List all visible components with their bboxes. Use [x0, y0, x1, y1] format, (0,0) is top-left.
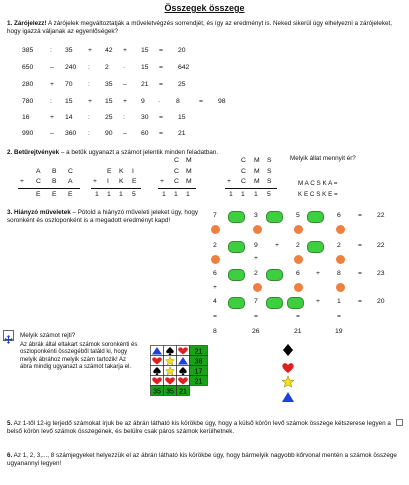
- eq-op: =: [159, 81, 163, 88]
- eq-term: 15: [141, 64, 149, 71]
- blank-dot[interactable]: [294, 255, 303, 264]
- col-result: 26: [252, 328, 260, 335]
- blank-dot[interactable]: [211, 225, 220, 234]
- grid-number: 8: [337, 270, 341, 277]
- puzzle-letter: M: [186, 178, 192, 185]
- puzzle-letter: S: [267, 178, 272, 185]
- given-op: +: [316, 270, 320, 277]
- puzzle-result: 1: [119, 191, 123, 198]
- eq-op: =: [159, 130, 163, 137]
- eq-term: 35: [65, 47, 73, 54]
- grid-number: 2: [337, 242, 341, 249]
- blank-oval[interactable]: [307, 241, 324, 253]
- blank-oval[interactable]: [228, 211, 245, 223]
- eq-term: 8: [176, 98, 180, 105]
- puzzle-result: 1: [186, 191, 190, 198]
- eq-op: –: [123, 130, 127, 137]
- puzzle-letter: C: [241, 178, 246, 185]
- grid-number: 6: [213, 270, 217, 277]
- task-3-number: 3.: [7, 209, 13, 216]
- task-4-title: Melyik számot rejti?: [20, 332, 76, 339]
- puzzle-result: 1: [229, 191, 233, 198]
- equals-sign: =: [337, 313, 341, 320]
- eq-term: 280: [22, 81, 34, 88]
- grid-number: 6: [296, 270, 300, 277]
- task-1-lead: Zárójelezz!: [14, 20, 47, 27]
- grid-number: 1: [337, 298, 341, 305]
- eq-op: +: [50, 81, 54, 88]
- answer-macska: M A C S K A =: [298, 180, 338, 187]
- triangle-icon: [282, 392, 294, 402]
- row-sum: 21: [194, 378, 203, 386]
- puzzle-letter: E: [107, 168, 112, 175]
- task-1-description: A zárójelek megváltoztatják a műveletvégzés sorrendjét, és így az eredményt is. Neked sikerül úgy elhelyezni a zárójeleket, hogy igazzá váljanak az egyenlőségek?: [7, 20, 393, 35]
- eq-term: 2: [105, 64, 109, 71]
- task-5-number: 5.: [7, 420, 13, 427]
- eq-result: 25: [178, 81, 186, 88]
- equals-sign: =: [254, 313, 258, 320]
- grid-number: 2: [296, 242, 300, 249]
- eq-term: 70: [65, 81, 73, 88]
- blank-dot[interactable]: [294, 225, 303, 234]
- row-result: 22: [377, 242, 385, 249]
- row-sum: 38: [194, 358, 203, 366]
- eq-term: 21: [141, 81, 149, 88]
- puzzle-op: +: [160, 178, 164, 185]
- col-result: 19: [335, 328, 343, 335]
- puzzle-letter: M: [254, 178, 260, 185]
- blank-oval[interactable]: [228, 297, 245, 309]
- task-2-lead: Betűrejtvények: [14, 149, 60, 156]
- eq-result: 642: [178, 64, 190, 71]
- task-1-number: 1.: [7, 20, 13, 27]
- puzzle-letter: C: [174, 157, 179, 164]
- grid-number: 5: [296, 212, 300, 219]
- puzzle-letter: K: [119, 178, 124, 185]
- eq-op: +: [88, 98, 92, 105]
- puzzle-result: 1: [162, 191, 166, 198]
- task-6-number: 6.: [7, 452, 13, 459]
- grid-number: 2: [254, 270, 258, 277]
- move-handle-icon[interactable]: [3, 330, 14, 341]
- eq-op: :: [50, 98, 52, 105]
- eq-term: 42: [105, 47, 113, 54]
- eq-term: 25: [105, 114, 113, 121]
- puzzle-result: E: [52, 191, 57, 198]
- puzzle-letter: S: [267, 168, 272, 175]
- puzzle-letter: A: [36, 168, 41, 175]
- eq-term: 360: [65, 130, 77, 137]
- shape-legend: [281, 343, 295, 413]
- blank-oval[interactable]: [307, 211, 324, 223]
- eq-term: 60: [141, 130, 149, 137]
- puzzle-letter: B: [52, 168, 57, 175]
- eq-op: :: [88, 114, 90, 121]
- grid-number: 7: [213, 212, 217, 219]
- puzzle-result: 1: [254, 191, 258, 198]
- puzzle-letter: I: [107, 178, 109, 185]
- grid-number: 2: [213, 242, 217, 249]
- eq-term: 30: [141, 114, 149, 121]
- equals-sign: =: [296, 313, 300, 320]
- eq-term: 650: [22, 64, 34, 71]
- eq-term: 385: [22, 47, 34, 54]
- eq-op: =: [199, 98, 203, 105]
- puzzle-result: 5: [132, 191, 136, 198]
- grid-number: 3: [254, 212, 258, 219]
- task-3-description: – Pótold a hiányzó műveleti jeleket úgy, hogy soronként és oszloponként is a megadott eredményt kapd!: [7, 209, 199, 224]
- eq-result: 15: [178, 114, 186, 121]
- blank-dot[interactable]: [336, 283, 345, 292]
- equals-sign: =: [358, 242, 362, 249]
- eq-op: +: [123, 98, 127, 105]
- puzzle-letter: M: [254, 168, 260, 175]
- sum-line: [158, 188, 196, 189]
- puzzle-letter: C: [241, 157, 246, 164]
- eq-op: :: [50, 47, 52, 54]
- puzzle-letter: K: [119, 168, 124, 175]
- puzzle-letter: C: [174, 178, 179, 185]
- blank-oval[interactable]: [266, 269, 283, 281]
- grid-row-1: [151, 346, 208, 356]
- puzzle-letter: M: [186, 168, 192, 175]
- puzzle-letter: C: [241, 168, 246, 175]
- task-2-question: Melyik állat mennyit ér?: [290, 155, 356, 162]
- col-sum: 21: [179, 388, 187, 396]
- blank-dot[interactable]: [336, 255, 345, 264]
- sum-line: [91, 188, 141, 189]
- task-4-description: Az ábrák által eltakart számok soronkénti és oszloponkénti összegéből találd ki, hogy melyik ábrához melyik szám tartozik! Az ábra mindig ugyanazt a számot takarja el.: [20, 342, 138, 371]
- given-op: +: [254, 255, 258, 262]
- puzzle-result: E: [36, 191, 41, 198]
- blank-oval[interactable]: [266, 211, 283, 223]
- grid-number: 4: [213, 298, 217, 305]
- task-5-description: Az 1-től 12-ig terjedő számokat írjuk be az ábrán látható kis körökbe úgy, hogy a külső körön levő számok összege kétszerese legyen a belső körön levő számok összegének, és belülre csak páros számok kerülhetnek.: [7, 420, 391, 435]
- eq-result: 21: [178, 130, 186, 137]
- row-result: 22: [377, 212, 385, 219]
- column-sums: [151, 386, 190, 396]
- task-1-text: [7, 20, 397, 35]
- eq-term: 9: [141, 98, 145, 105]
- puzzle-op: +: [93, 178, 97, 185]
- eq-op: :: [123, 114, 125, 121]
- col-sum: 35: [166, 388, 174, 396]
- eq-op: =: [159, 64, 163, 71]
- grid-row-4: [151, 376, 208, 386]
- puzzle-letter: C: [174, 168, 179, 175]
- blank-dot[interactable]: [294, 283, 303, 292]
- equals-sign: =: [213, 313, 217, 320]
- eq-op: +: [88, 47, 92, 54]
- blank-oval[interactable]: [228, 269, 245, 281]
- task-2-text: [7, 149, 307, 157]
- row-result: 20: [377, 298, 385, 305]
- puzzle-result: E: [68, 191, 73, 198]
- diamond-icon: [283, 344, 293, 356]
- eq-result: 98: [218, 98, 226, 105]
- eq-term: 15: [105, 98, 113, 105]
- puzzle-result: 1: [95, 191, 99, 198]
- col-result: 21: [294, 328, 302, 335]
- task-6-text: [7, 452, 397, 467]
- blank-dot[interactable]: [211, 255, 220, 264]
- grid-number: 6: [337, 212, 341, 219]
- puzzle-op: +: [227, 178, 231, 185]
- eq-term: 240: [65, 64, 77, 71]
- eq-op: ·: [123, 64, 126, 71]
- task-6-description: Az 1, 2, 3,..., 8 számjegyeket helyezzük el az ábrán látható kis körökbe úgy, hogy bármelyik nagyobb kőrvonal mentén a számok összege ugyanannyi legyen!: [7, 452, 397, 467]
- equals-sign: =: [358, 270, 362, 277]
- puzzle-letter: A: [68, 178, 73, 185]
- page-title: Összegek összege: [164, 3, 245, 13]
- eq-term: 990: [22, 130, 34, 137]
- given-op: +: [316, 298, 320, 305]
- eq-term: 15: [141, 47, 149, 54]
- eq-result: 20: [178, 47, 186, 54]
- task-5-text: [7, 420, 397, 435]
- blank-oval[interactable]: [228, 241, 245, 253]
- eq-op: :: [88, 64, 90, 71]
- equals-sign: =: [358, 212, 362, 219]
- row-sum: 17: [194, 368, 203, 376]
- eq-op: =: [159, 47, 163, 54]
- col-sum: 35: [153, 388, 161, 396]
- anchor-handle-icon[interactable]: [396, 419, 403, 426]
- eq-op: +: [123, 47, 127, 54]
- blank-oval[interactable]: [266, 297, 283, 309]
- col-result: 8: [213, 328, 217, 335]
- grid-row-2: [151, 356, 208, 366]
- task-3-text: [7, 209, 202, 224]
- puzzle-letter: C: [68, 168, 73, 175]
- puzzle-result: 1: [107, 191, 111, 198]
- heart-icon: [282, 363, 293, 373]
- task-3-lead: Hiányzó műveletek: [14, 209, 71, 216]
- star-icon: [282, 376, 294, 387]
- grid-number: 7: [254, 298, 258, 305]
- puzzle-result: 1: [241, 191, 245, 198]
- eq-op: :: [88, 81, 90, 88]
- grid-row-3: [151, 366, 208, 376]
- eq-term: 16: [22, 114, 30, 121]
- equals-sign: =: [358, 298, 362, 305]
- task-2-number: 2.: [7, 149, 13, 156]
- hidden-number-grid: [150, 345, 210, 407]
- puzzle-op: +: [20, 178, 24, 185]
- sum-line: [225, 188, 277, 189]
- puzzle-letter: E: [132, 178, 137, 185]
- puzzle-letter: S: [267, 157, 272, 164]
- eq-term: 14: [65, 114, 73, 121]
- given-op: +: [213, 284, 217, 291]
- puzzle-letter: M: [254, 157, 260, 164]
- blank-oval[interactable]: [287, 297, 304, 309]
- answer-kecske: K E C S K E =: [298, 191, 338, 198]
- puzzle-letter: M: [186, 157, 192, 164]
- row-result: 23: [377, 270, 385, 277]
- blank-dot[interactable]: [253, 225, 262, 234]
- eq-term: 90: [105, 130, 113, 137]
- row-sum: 21: [194, 348, 203, 356]
- puzzle-result: 5: [267, 191, 271, 198]
- puzzle-result: 1: [174, 191, 178, 198]
- eq-term: 15: [65, 98, 73, 105]
- task-2-description: – a betűk ugyanazt a számot jelentik minden feladatban.: [60, 149, 219, 156]
- blank-dot[interactable]: [336, 225, 345, 234]
- eq-op: ·: [158, 98, 161, 105]
- eq-op: :: [88, 130, 90, 137]
- eq-term: 35: [105, 81, 113, 88]
- puzzle-letter: I: [132, 168, 134, 175]
- sum-line: [18, 188, 80, 189]
- eq-term: 780: [22, 98, 34, 105]
- blank-dot[interactable]: [253, 283, 262, 292]
- eq-op: =: [159, 114, 163, 121]
- eq-op: –: [123, 81, 127, 88]
- eq-op: +: [50, 114, 54, 121]
- puzzle-letter: B: [52, 178, 57, 185]
- eq-op: –: [50, 130, 54, 137]
- puzzle-letter: C: [36, 178, 41, 185]
- given-op: +: [275, 242, 279, 249]
- grid-number: 9: [254, 242, 258, 249]
- eq-op: –: [50, 64, 54, 71]
